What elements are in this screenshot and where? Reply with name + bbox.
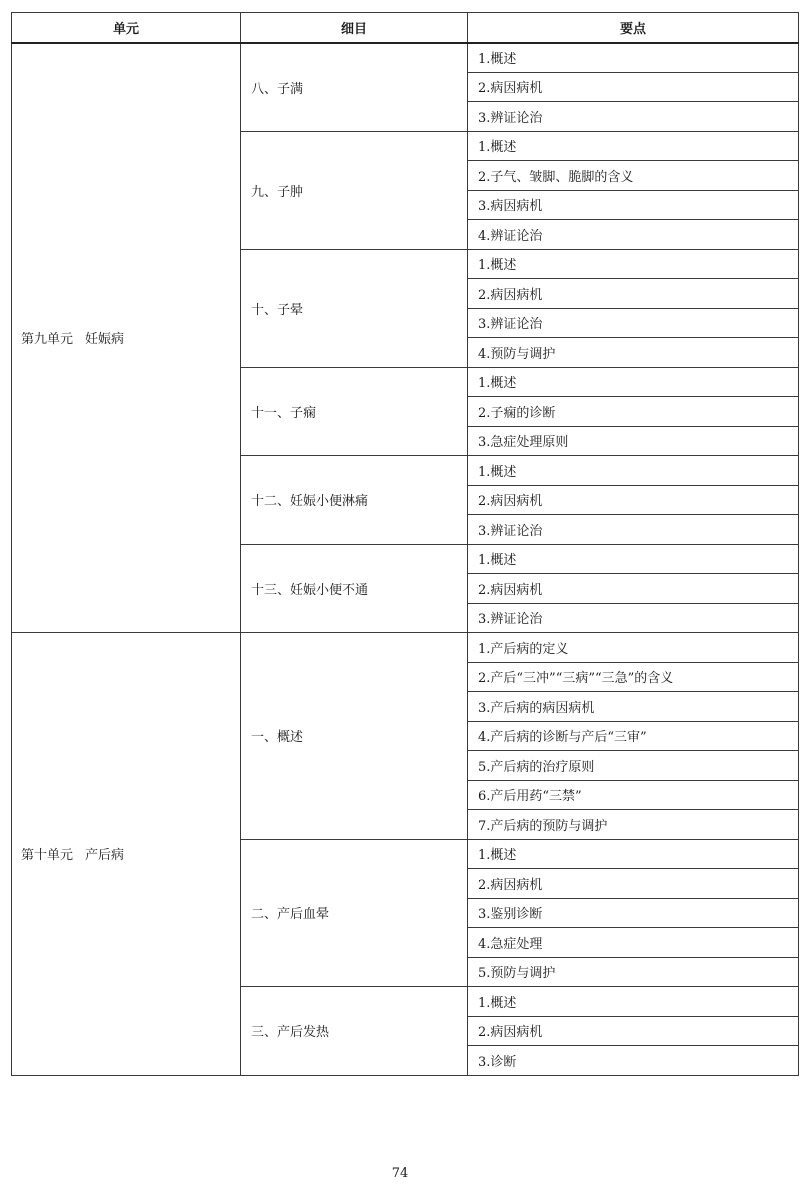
point-cell: 1.概述 (468, 987, 799, 1017)
unit-name: 妊娠病 (85, 332, 125, 348)
point-cell: 3.急症处理原则 (468, 426, 799, 456)
item-cell: 十、子晕 (241, 249, 468, 367)
point-cell: 1.概述 (468, 131, 799, 161)
item-cell: 十二、妊娠小便淋痛 (241, 456, 468, 545)
header-unit: 单元 (12, 13, 241, 43)
point-cell: 4.急症处理 (468, 928, 799, 958)
point-cell: 3.病因病机 (468, 190, 799, 220)
table-row (12, 633, 799, 663)
point-cell: 3.诊断 (468, 1046, 799, 1076)
point-cell: 1.概述 (468, 839, 799, 869)
item-cell: 二、产后血晕 (241, 839, 468, 987)
point-cell: 3.辨证论治 (468, 102, 799, 132)
point-cell: 5.预防与调护 (468, 957, 799, 987)
unit-number: 第九单元 (21, 332, 74, 348)
point-cell: 4.产后病的诊断与产后“三审” (468, 721, 799, 751)
table-header (12, 13, 799, 43)
point-cell: 1.概述 (468, 43, 799, 73)
point-cell: 3.鉴别诊断 (468, 898, 799, 928)
point-cell: 3.辨证论治 (468, 603, 799, 633)
point-cell: 2.子气、皱脚、脆脚的含义 (468, 161, 799, 191)
point-cell: 3.辨证论治 (468, 308, 799, 338)
unit-label (21, 332, 124, 347)
point-cell: 3.产后病的病因病机 (468, 692, 799, 722)
unit-number: 第十单元 (21, 848, 74, 864)
header-item: 细目 (241, 13, 468, 43)
point-cell: 1.产后病的定义 (468, 633, 799, 663)
item-cell: 一、概述 (241, 633, 468, 840)
point-cell: 5.产后病的治疗原则 (468, 751, 799, 781)
point-cell: 3.辨证论治 (468, 515, 799, 545)
unit-cell (12, 633, 241, 1076)
point-cell: 7.产后病的预防与调护 (468, 810, 799, 840)
item-cell: 十三、妊娠小便不通 (241, 544, 468, 633)
point-cell: 2.病因病机 (468, 869, 799, 899)
point-cell: 6.产后用药“三禁” (468, 780, 799, 810)
point-cell: 2.子痫的诊断 (468, 397, 799, 427)
page-number: 74 (391, 1166, 409, 1181)
unit-name: 产后病 (85, 848, 125, 864)
item-cell: 十一、子痫 (241, 367, 468, 456)
item-cell: 三、产后发热 (241, 987, 468, 1076)
unit-label (21, 848, 124, 863)
point-cell: 1.概述 (468, 456, 799, 486)
point-cell: 2.病因病机 (468, 485, 799, 515)
point-cell: 4.辨证论治 (468, 220, 799, 250)
table-body (12, 43, 799, 1076)
point-cell: 1.概述 (468, 249, 799, 279)
table-row (12, 43, 799, 73)
point-cell: 2.病因病机 (468, 574, 799, 604)
point-cell: 2.产后“三冲”“三病”“三急”的含义 (468, 662, 799, 692)
item-cell: 九、子肿 (241, 131, 468, 249)
point-cell: 1.概述 (468, 367, 799, 397)
item-cell: 八、子满 (241, 43, 468, 132)
syllabus-table (11, 12, 799, 1076)
point-cell: 2.病因病机 (468, 1016, 799, 1046)
point-cell: 1.概述 (468, 544, 799, 574)
point-cell: 2.病因病机 (468, 72, 799, 102)
point-cell: 4.预防与调护 (468, 338, 799, 368)
point-cell: 2.病因病机 (468, 279, 799, 309)
unit-cell (12, 43, 241, 633)
header-point: 要点 (468, 13, 799, 43)
